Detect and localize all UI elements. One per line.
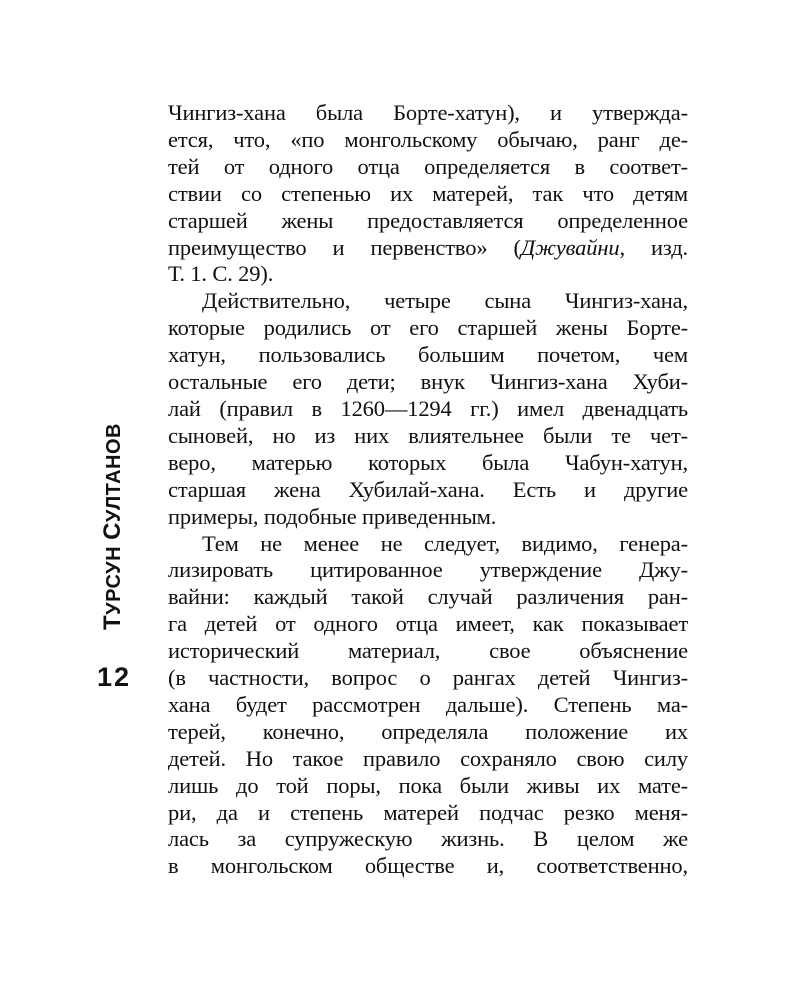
page-number: 12	[97, 662, 132, 692]
author-given-name-rest: УРСУН	[103, 545, 125, 615]
text-line: (в частности, вопрос о рангах детей Чингиз-	[168, 665, 688, 691]
text-line: хана будет рассмотрен дальше). Степень ма-	[168, 691, 688, 717]
author-surname-initial: С	[99, 522, 126, 540]
text-line: лась за супружескую жизнь. В целом же	[168, 826, 688, 852]
body-text	[168, 100, 688, 880]
text-line: вайни: каждый такой случай различения ран-	[168, 584, 688, 610]
text-line: Т. 1. С. 29).	[168, 261, 274, 287]
text-line: ется, что, «по монгольскому обычаю, ранг де-	[168, 126, 688, 152]
text-line: ствии со степенью их матерей, так что детям	[168, 180, 688, 206]
text-line: Тем не менее не следует, видимо, генера-	[202, 530, 688, 556]
text-line: веро, матерью которых была Чабун-хатун,	[168, 449, 688, 475]
paragraph	[168, 288, 688, 530]
text-line: тей от одного отца определяется в соответ-	[168, 153, 688, 179]
cited-author: Джувайни	[520, 234, 620, 260]
text-line: которые родились от его старшей жены Борте-	[168, 315, 688, 341]
running-head-author	[99, 423, 127, 630]
text-line: остальные его дети; внук Чингиз-хана Хуби-	[168, 369, 688, 395]
text-line: детей. Но такое правило сохраняло свою силу	[168, 745, 688, 771]
text-line: терей, конечно, определяла положение их	[168, 718, 688, 744]
text-line-with-citation	[168, 235, 688, 262]
author-surname-rest: УЛТАНОВ	[103, 423, 125, 523]
text-line: лизировать цитированное утверждение Джу-	[168, 557, 688, 583]
text-line: в монгольском обществе и, соответственно,	[168, 853, 688, 879]
text-line: исторический материал, свое объяснение	[168, 638, 688, 664]
text-line: лишь до той поры, пока были живы их мате-	[168, 772, 688, 798]
text-line: сыновей, но из них влиятельнее были те чет-	[168, 422, 688, 448]
text-line: хатун, пользовались большим почетом, чем	[168, 342, 688, 368]
text-fragment: , изд.	[619, 234, 688, 260]
text-line: ри, да и степень матерей подчас резко меня-	[168, 799, 688, 825]
author-given-name-initial: Т	[99, 614, 126, 630]
paragraph	[168, 531, 688, 881]
text-line: лай (правил в 1260—1294 гг.) имел двенадцать	[168, 395, 688, 421]
paragraph	[168, 100, 688, 288]
text-line: Чингиз-хана была Борте-хатун), и утвержда-	[168, 100, 688, 125]
text-line: га детей от одного отца имеет, как показывает	[168, 611, 688, 637]
text-line: старшей жены предоставляется определенное	[168, 207, 688, 233]
text-line: примеры, подобные приведенным.	[168, 503, 497, 529]
text-fragment: преимущество и первенство» (	[168, 234, 521, 260]
text-line: старшая жена Хубилай-хана. Есть и другие	[168, 476, 688, 502]
text-line: Действительно, четыре сына Чингиз-хана,	[202, 288, 688, 314]
